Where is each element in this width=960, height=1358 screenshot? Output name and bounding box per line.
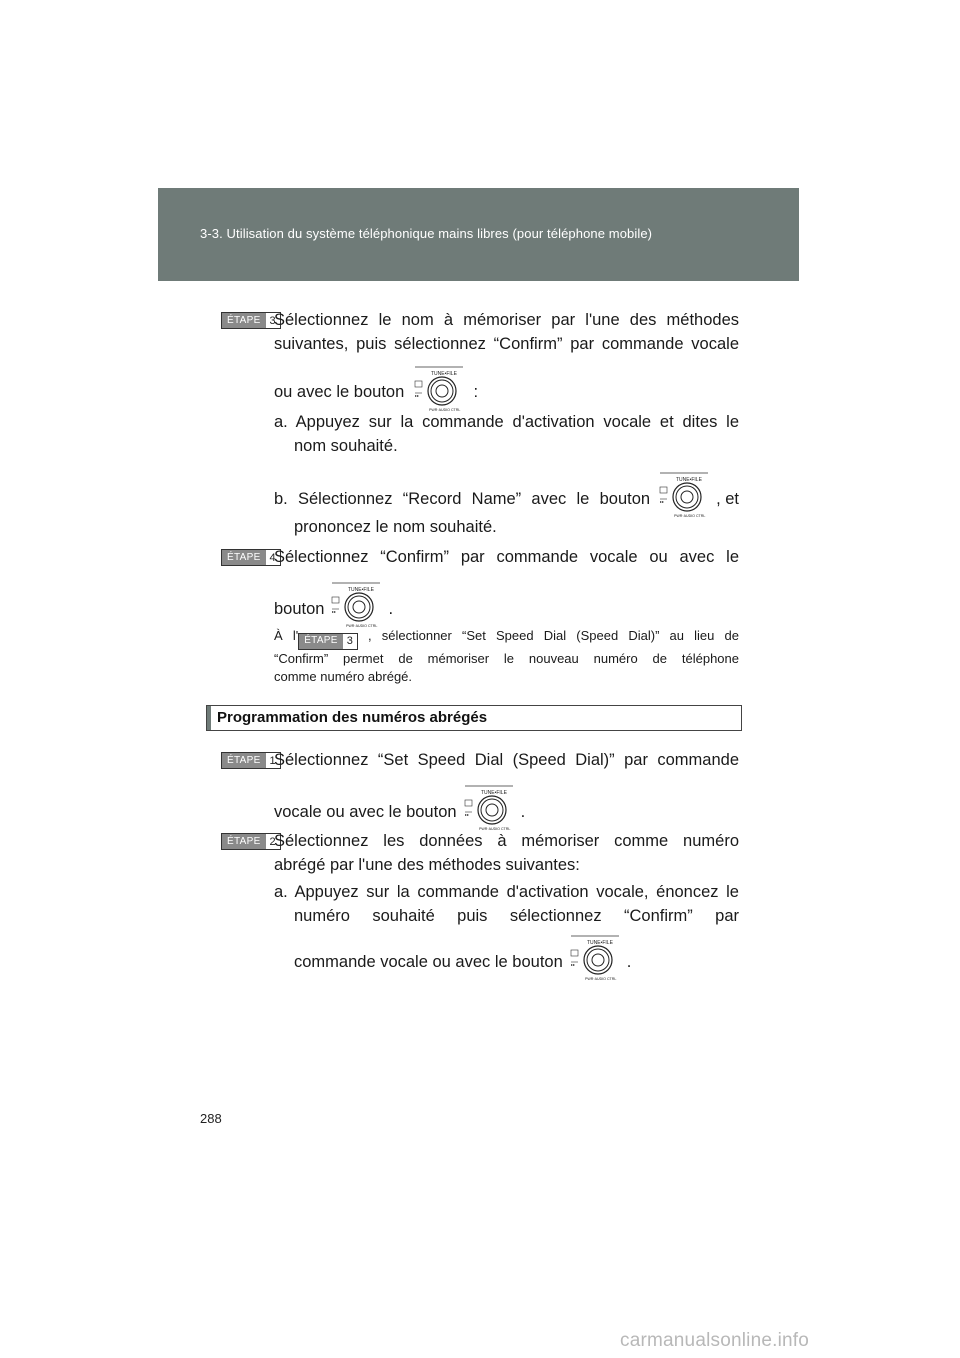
step-badge-number: 2	[269, 835, 276, 848]
step-badge-3	[221, 312, 281, 329]
step3-line3-colon: :	[473, 382, 479, 401]
block1-item-b-line2: prononcez le nom souhaité.	[294, 518, 497, 536]
step-badge-label: ÉTAPE	[299, 634, 343, 649]
step1-line1: Sélectionnez “Set Speed Dial (Speed Dial)” par commande	[274, 751, 739, 769]
tune-file-knob-icon	[658, 471, 710, 526]
svg-text:TUNE•FILE: TUNE•FILE	[586, 940, 613, 946]
svg-text:PWR·AUDIO CTRL: PWR·AUDIO CTRL	[674, 514, 706, 518]
step-badge-3-inline	[298, 633, 358, 650]
page-number: 288	[200, 1111, 222, 1126]
note-line1	[274, 627, 739, 650]
svg-text:PWR·AUDIO CTRL: PWR·AUDIO CTRL	[428, 408, 461, 412]
step-badge-label: ÉTAPE	[222, 550, 266, 565]
item-a-line1: a. Appuyez sur la commande d'activation vocale et dites le	[274, 413, 739, 431]
step4-line2-text: bouton	[274, 599, 325, 618]
note-prefix: À l'	[274, 628, 299, 643]
item-a-line2: nom souhaité.	[294, 437, 398, 455]
step-badge-label: ÉTAPE	[222, 834, 266, 849]
step2-line2: abrégé par l'une des méthodes suivantes:	[274, 856, 580, 874]
step1-text	[274, 748, 739, 772]
svg-text:▸▸: ▸▸	[660, 499, 665, 504]
svg-text:▸▸: ▸▸	[414, 393, 419, 398]
step4-line1: Sélectionnez “Confirm” par commande vocale ou avec le	[274, 548, 739, 566]
svg-text:PWR·AUDIO CTRL: PWR·AUDIO CTRL	[478, 827, 510, 831]
item-b-suffix: , et	[716, 489, 739, 508]
step2-text	[274, 829, 739, 877]
b2-item-a-line3	[294, 934, 631, 989]
item-b-text: b. Sélectionnez “Record Name” avec le bouton	[274, 489, 651, 508]
svg-text:▸▸: ▸▸	[570, 962, 575, 967]
step-badge-1	[221, 752, 281, 769]
b2-item-a-line3-text: commande vocale ou avec le bouton	[294, 952, 563, 971]
step1-line2-dot: .	[520, 802, 526, 821]
chapter-header-title: 3-3. Utilisation du système téléphonique mains libres (pour téléphone mobile)	[200, 226, 653, 241]
step3-line2: suivantes, puis sélectionnez “Confirm” par commande vocale	[274, 335, 739, 353]
block1-item-a	[274, 410, 739, 458]
step-badge-4	[221, 549, 281, 566]
watermark-text[interactable]: carmanualsonline.info	[620, 1330, 810, 1351]
step-badge-number: 3	[269, 314, 276, 327]
block2-item-a	[274, 880, 739, 928]
section-heading-accent	[207, 706, 211, 730]
b2-item-a-line3-dot: .	[626, 952, 632, 971]
svg-text:PWR·AUDIO CTRL: PWR·AUDIO CTRL	[346, 624, 378, 628]
svg-text:TUNE•FILE: TUNE•FILE	[430, 371, 457, 377]
step4-text	[274, 545, 739, 569]
svg-text:▸▸: ▸▸	[332, 609, 337, 614]
step1-line2-text: vocale ou avec le bouton	[274, 802, 457, 821]
step-badge-label: ÉTAPE	[222, 313, 266, 328]
note-line1-text: , sélectionner “Set Speed Dial (Speed Dial)” au lieu de	[368, 628, 739, 643]
note-line2: “Confirm” permet de mémoriser le nouveau numéro de téléphone	[274, 650, 739, 666]
b2-item-a-line2: numéro souhaité puis sélectionnez “Confirm” par	[294, 907, 739, 925]
step2-line1: Sélectionnez les données à mémoriser comme numéro	[274, 832, 739, 850]
step-badge-label: ÉTAPE	[222, 753, 266, 768]
step-badge-number: 4	[269, 551, 276, 564]
step-badge-number: 1	[269, 754, 276, 767]
tune-file-knob-icon	[569, 934, 621, 989]
svg-text:▸▸: ▸▸	[464, 812, 469, 817]
section-heading-title: Programmation des numéros abrégés	[217, 709, 488, 726]
step3-line1: Sélectionnez le nom à mémoriser par l'une des méthodes	[274, 311, 739, 329]
step3-note	[274, 627, 739, 686]
svg-text:TUNE•FILE: TUNE•FILE	[480, 790, 507, 796]
svg-text:TUNE•FILE: TUNE•FILE	[348, 587, 375, 593]
step3-text	[274, 308, 739, 356]
step3-line3-text: ou avec le bouton	[274, 382, 405, 401]
note-line3: comme numéro abrégé.	[274, 668, 413, 684]
step4-line2-dot: .	[388, 599, 394, 618]
b2-item-a-line1: a. Appuyez sur la commande d'activation vocale, énoncez le	[274, 883, 739, 901]
svg-text:TUNE•FILE: TUNE•FILE	[676, 477, 702, 483]
svg-text:PWR·AUDIO CTRL: PWR·AUDIO CTRL	[584, 977, 617, 981]
section-heading-bar	[206, 705, 742, 731]
step-badge-2	[221, 833, 281, 850]
step-badge-number: 3	[346, 635, 353, 647]
